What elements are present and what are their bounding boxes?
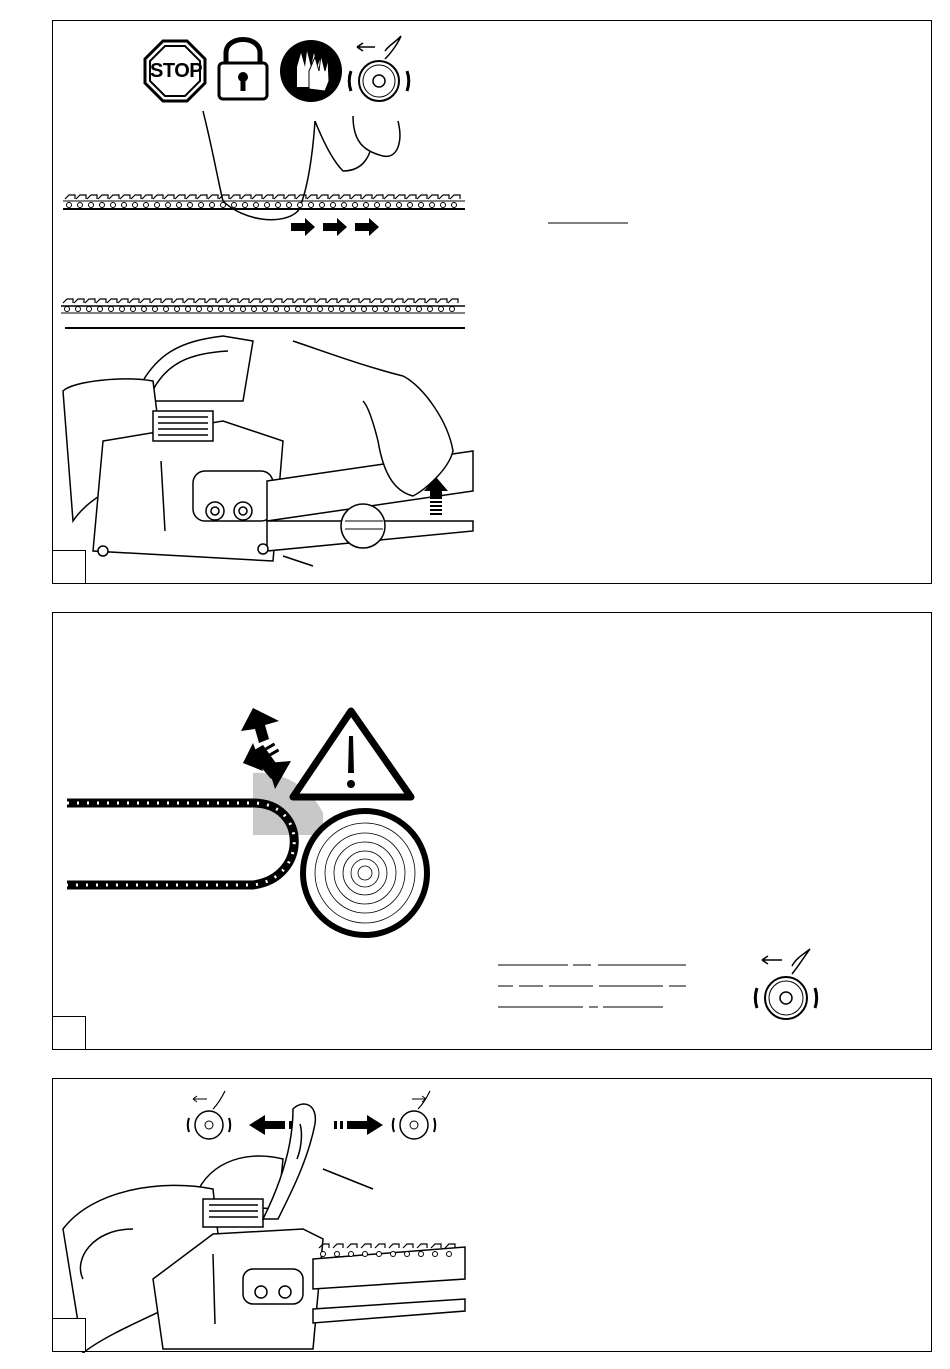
chain-tooth <box>96 299 106 303</box>
chain-link <box>133 203 138 208</box>
text-rules <box>498 965 686 1007</box>
chain-tooth <box>307 195 317 199</box>
chain-link <box>122 203 127 208</box>
chain-brake-icon <box>349 36 408 101</box>
chain-link <box>309 203 314 208</box>
chain-tooth <box>206 299 216 303</box>
chain-tooth <box>428 195 438 199</box>
chain-tooth <box>384 195 394 199</box>
chain-tooth <box>283 299 293 303</box>
chain-link <box>419 203 424 208</box>
chain-tooth <box>393 299 403 303</box>
chain-link <box>144 203 149 208</box>
figure-number-box <box>52 550 86 584</box>
chain-brake-illustration <box>53 1079 933 1353</box>
chain-tooth <box>151 299 161 303</box>
chain-link <box>87 307 92 312</box>
chain-tooth <box>228 299 238 303</box>
chain-tooth <box>175 195 185 199</box>
chain-link <box>186 307 191 312</box>
chain-link <box>208 307 213 312</box>
chain-link <box>296 307 301 312</box>
chain-tooth <box>417 1244 427 1248</box>
chain-link <box>120 307 125 312</box>
chain-tooth <box>305 299 315 303</box>
chain-link <box>153 307 158 312</box>
chain-tooth <box>153 195 163 199</box>
chain-link <box>232 203 237 208</box>
chain-link <box>342 203 347 208</box>
chain-link <box>166 203 171 208</box>
chain-link <box>221 203 226 208</box>
chain-tooth <box>375 1244 385 1248</box>
chain-tooth <box>129 299 139 303</box>
chain-link <box>452 203 457 208</box>
chain-link <box>353 203 358 208</box>
chain-tooth <box>450 195 460 199</box>
chain-link <box>320 203 325 208</box>
chain-link <box>298 203 303 208</box>
chain-tooth <box>261 299 271 303</box>
chain-tooth <box>349 299 359 303</box>
chain-link <box>405 1252 410 1257</box>
chain-tooth <box>360 299 370 303</box>
chain-link <box>433 1252 438 1257</box>
chain-link <box>373 307 378 312</box>
chain-tooth <box>426 299 436 303</box>
chain-tooth <box>173 299 183 303</box>
chain-link <box>241 307 246 312</box>
chain-link <box>318 307 323 312</box>
chain-link <box>386 203 391 208</box>
chain-link <box>321 1252 326 1257</box>
chain-link <box>243 203 248 208</box>
chain-link <box>450 307 455 312</box>
chain-tooth <box>361 1244 371 1248</box>
saw-chain-middle <box>61 299 465 328</box>
chain-link <box>76 307 81 312</box>
chain-tooth <box>417 195 427 199</box>
chain-tooth <box>272 299 282 303</box>
chain-link <box>377 1252 382 1257</box>
chain-tooth <box>250 299 260 303</box>
chain-tooth <box>131 195 141 199</box>
chain-link <box>349 1252 354 1257</box>
chain-link <box>164 307 169 312</box>
panel-kickback-warning <box>52 612 932 1050</box>
chain-brake-engaged-icon <box>188 1091 230 1139</box>
chain-tooth <box>403 1244 413 1248</box>
chain-link <box>417 307 422 312</box>
chain-link <box>391 1252 396 1257</box>
chain-brake-released-icon <box>393 1091 435 1139</box>
chain-link <box>155 203 160 208</box>
chain-link <box>131 307 136 312</box>
chain-link <box>447 1252 452 1257</box>
chain-tooth <box>389 1244 399 1248</box>
chain-tooth <box>142 195 152 199</box>
chain-link <box>188 203 193 208</box>
chain-tooth <box>239 299 249 303</box>
chain-link <box>285 307 290 312</box>
chain-link <box>351 307 356 312</box>
chain-tooth <box>118 299 128 303</box>
chain-link <box>307 307 312 312</box>
chain-link <box>439 307 444 312</box>
chain-tooth <box>329 195 339 199</box>
chain-link <box>419 1252 424 1257</box>
chain-inspection-illustration <box>53 21 933 585</box>
chain-detail-circle <box>341 504 385 548</box>
kickback-illustration <box>53 613 933 1051</box>
chain-tooth <box>439 195 449 199</box>
chain-link <box>100 203 105 208</box>
figure-number-box <box>52 1016 86 1050</box>
chain-tooth <box>437 299 447 303</box>
chain-link <box>265 203 270 208</box>
chain-link <box>276 203 281 208</box>
chain-link <box>109 307 114 312</box>
chain-link <box>197 307 202 312</box>
chain-tooth <box>76 195 86 199</box>
chain-tooth <box>340 195 350 199</box>
chain-link <box>65 307 70 312</box>
chain-link <box>177 203 182 208</box>
chain-link <box>430 203 435 208</box>
chain-tooth <box>351 195 361 199</box>
chain-link <box>329 307 334 312</box>
chain-tooth <box>164 195 174 199</box>
chain-tooth <box>140 299 150 303</box>
chain-tooth <box>109 195 119 199</box>
chain-tooth <box>395 195 405 199</box>
chain-link <box>252 307 257 312</box>
chain-link <box>210 203 215 208</box>
chain-link <box>406 307 411 312</box>
chain-direction-arrows <box>291 218 379 236</box>
figure-number-box <box>52 1318 86 1352</box>
chain-tooth <box>382 299 392 303</box>
chain-tooth <box>316 299 326 303</box>
chain-tooth <box>404 299 414 303</box>
chain-link <box>408 203 413 208</box>
chain-link <box>340 307 345 312</box>
chain-link <box>375 203 380 208</box>
chain-tooth <box>208 195 218 199</box>
chain-tooth <box>197 195 207 199</box>
chain-tooth <box>65 195 75 199</box>
chain-link <box>331 203 336 208</box>
chain-tooth <box>87 195 97 199</box>
chain-link <box>335 1252 340 1257</box>
chain-tooth <box>186 195 196 199</box>
chain-tooth <box>448 299 458 303</box>
chain-tooth <box>371 299 381 303</box>
chain-tooth <box>362 195 372 199</box>
chain-link <box>78 203 83 208</box>
chain-tooth <box>98 195 108 199</box>
chain-link <box>67 203 72 208</box>
chain-tooth <box>217 299 227 303</box>
panel-chain-brake <box>52 1078 932 1352</box>
chain-tooth <box>373 195 383 199</box>
chain-tooth <box>415 299 425 303</box>
gloves-icon <box>280 40 342 102</box>
chain-tooth <box>184 299 194 303</box>
chain-link <box>175 307 180 312</box>
chain-link <box>263 307 268 312</box>
chainsaw-illustration <box>63 1104 465 1353</box>
chain-link <box>254 203 259 208</box>
chain-link <box>384 307 389 312</box>
chain-link <box>142 307 147 312</box>
chain-tooth <box>120 195 130 199</box>
chain-tooth <box>162 299 172 303</box>
panel-chain-inspection <box>52 20 932 584</box>
chain-tooth <box>294 299 304 303</box>
chain-tooth <box>85 299 95 303</box>
chain-link <box>98 307 103 312</box>
chain-link <box>363 1252 368 1257</box>
chain-link <box>111 203 116 208</box>
chain-link <box>219 307 224 312</box>
chain-tooth <box>406 195 416 199</box>
chain-tooth <box>74 299 84 303</box>
chain-link <box>428 307 433 312</box>
chain-tooth <box>347 1244 357 1248</box>
chain-brake-icon <box>755 949 816 1019</box>
chain-link <box>362 307 367 312</box>
chain-tooth <box>431 1244 441 1248</box>
stop-sign-text: STOP <box>150 60 203 82</box>
chain-link <box>364 203 369 208</box>
chain-link <box>274 307 279 312</box>
chain-link <box>89 203 94 208</box>
chain-tooth <box>195 299 205 303</box>
padlock-icon <box>219 40 267 100</box>
chain-link <box>287 203 292 208</box>
chain-tooth <box>333 1244 343 1248</box>
chain-tooth <box>63 299 73 303</box>
chain-link <box>397 203 402 208</box>
chain-tooth <box>107 299 117 303</box>
chain-tooth <box>327 299 337 303</box>
chain-link <box>199 203 204 208</box>
warning-triangle-icon <box>293 711 411 797</box>
chain-link <box>395 307 400 312</box>
chain-link <box>230 307 235 312</box>
chain-link <box>441 203 446 208</box>
chain-tooth <box>318 195 328 199</box>
chain-tooth <box>338 299 348 303</box>
log-cross-section <box>303 811 427 935</box>
